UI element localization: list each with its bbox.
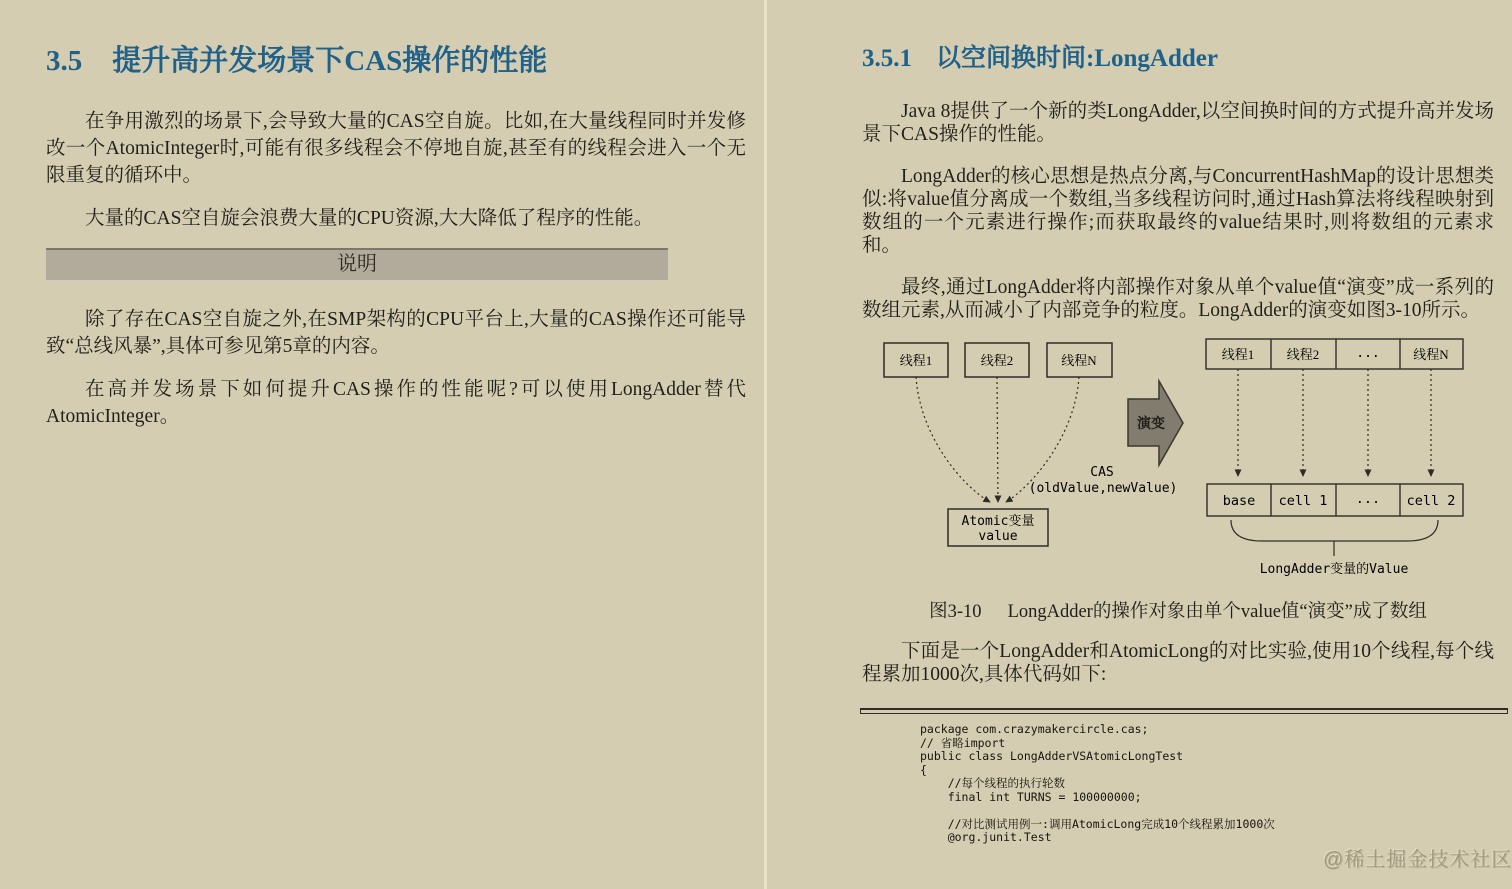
cas-label-line1: CAS <box>1090 465 1114 480</box>
cell-ellipsis: ... <box>1355 491 1381 507</box>
la-thread-n: 线程N <box>1413 347 1449 362</box>
code-line <box>920 804 1494 818</box>
atomic-box-line1: Atomic变量 <box>961 514 1035 529</box>
thread-n-label: 线程N <box>1061 353 1097 368</box>
code-line: final int TURNS = 100000000; <box>920 789 1142 804</box>
page-gutter-divider <box>764 0 767 889</box>
note-paragraph: 除了存在CAS空自旋之外,在SMP架构的CPU平台上,大量的CAS操作还可能导致“总线风暴”,具体可参见第5章的内容。 <box>46 309 746 357</box>
code-line: @org.junit.Test <box>920 830 1052 844</box>
left-page-column <box>46 44 746 446</box>
paragraph: 在高并发场景下如何提升CAS操作的性能呢?可以使用LongAdder替代AtomicInteger。 <box>46 379 746 427</box>
paragraph: 在争用激烈的场景下,会导致大量的CAS空自旋。比如,在大量线程同时并发修改一个AtomicInteger时,可能有很多线程会不停地自旋,甚至有的线程会进入一个无限重复的循环中。 <box>46 111 746 186</box>
code-block-top-rule <box>860 708 1508 714</box>
cas-arrow-2 <box>997 377 998 502</box>
section-number: 3.5 <box>46 45 83 77</box>
paragraph: 大量的CAS空自旋会浪费大量的CPU资源,大大降低了程序的性能。 <box>85 208 654 229</box>
section-heading-3-5-1 <box>862 44 1494 74</box>
la-thread-1: 线程1 <box>1221 347 1255 362</box>
figure-caption-label: 图3-10 <box>929 602 982 622</box>
paragraph: 下面是一个LongAdder和AtomicLong的对比实验,使用10个线程,每个线程累加1000次,具体代码如下: <box>862 641 1494 685</box>
code-line: { <box>920 762 927 777</box>
right-page-column <box>862 44 1494 845</box>
value-brace <box>1231 520 1438 541</box>
figure-3-10 <box>862 336 1494 586</box>
section-heading-3-5 <box>46 44 746 78</box>
evolution-arrow-label: 演变 <box>1137 417 1165 432</box>
la-thread-ellipsis: ... <box>1356 346 1380 361</box>
paragraph: LongAdder的核心思想是热点分离,与ConcurrentHashMap的设计思想类似:将value值分离成一个数组,当多线程访问时,通过Hash算法将线程映射到数组的一个元素进行操作;而获取最终的value结果时,则将数组的元素求和。 <box>862 166 1494 256</box>
code-line: // 省略import <box>920 735 1006 750</box>
juejin-watermark: @稀土掘金技术社区 <box>1323 849 1512 871</box>
code-line: //对比测试用例一:调用AtomicLong完成10个线程累加1000次 <box>920 816 1275 831</box>
section-title: 提升高并发场景下CAS操作的性能 <box>112 45 548 77</box>
code-line: package com.crazymakercircle.cas; <box>920 722 1149 736</box>
figure-caption-text: LongAdder的操作对象由单个value值“演变”成了数组 <box>1007 602 1427 622</box>
la-thread-2: 线程2 <box>1286 347 1320 362</box>
cell-1: cell 1 <box>1278 493 1328 509</box>
cell-base: base <box>1222 493 1256 509</box>
paragraph: 最终,通过LongAdder将内部操作对象从单个value值“演变”成一系列的数组元素,从而减小了内部竞争的粒度。LongAdder的演变如图3-10所示。 <box>862 277 1494 321</box>
code-line: public class LongAdderVSAtomicLongTest <box>920 749 1184 763</box>
thread-2-label: 线程2 <box>980 353 1014 368</box>
cas-arrow-1 <box>916 377 990 502</box>
section-number: 3.5.1 <box>862 45 912 72</box>
figure-caption <box>862 600 1494 624</box>
figure-3-10-diagram <box>862 336 1494 586</box>
thread-1-label: 线程1 <box>899 353 933 368</box>
section-title: 以空间换时间:LongAdder <box>936 45 1218 72</box>
brace-label: LongAdder变量的Value <box>1259 562 1409 577</box>
cell-2: cell 2 <box>1406 493 1456 509</box>
note-title-bar: 说明 <box>46 248 668 280</box>
code-line: //每个线程的执行轮数 <box>920 776 1066 790</box>
cas-label-line2: (oldValue,newValue) <box>1028 481 1178 496</box>
paragraph: Java 8提供了一个新的类LongAdder,以空间换时间的方式提升高并发场景下CAS操作的性能。 <box>862 101 1494 145</box>
code-block <box>920 723 1494 845</box>
atomic-box-line2: value <box>978 529 1018 544</box>
